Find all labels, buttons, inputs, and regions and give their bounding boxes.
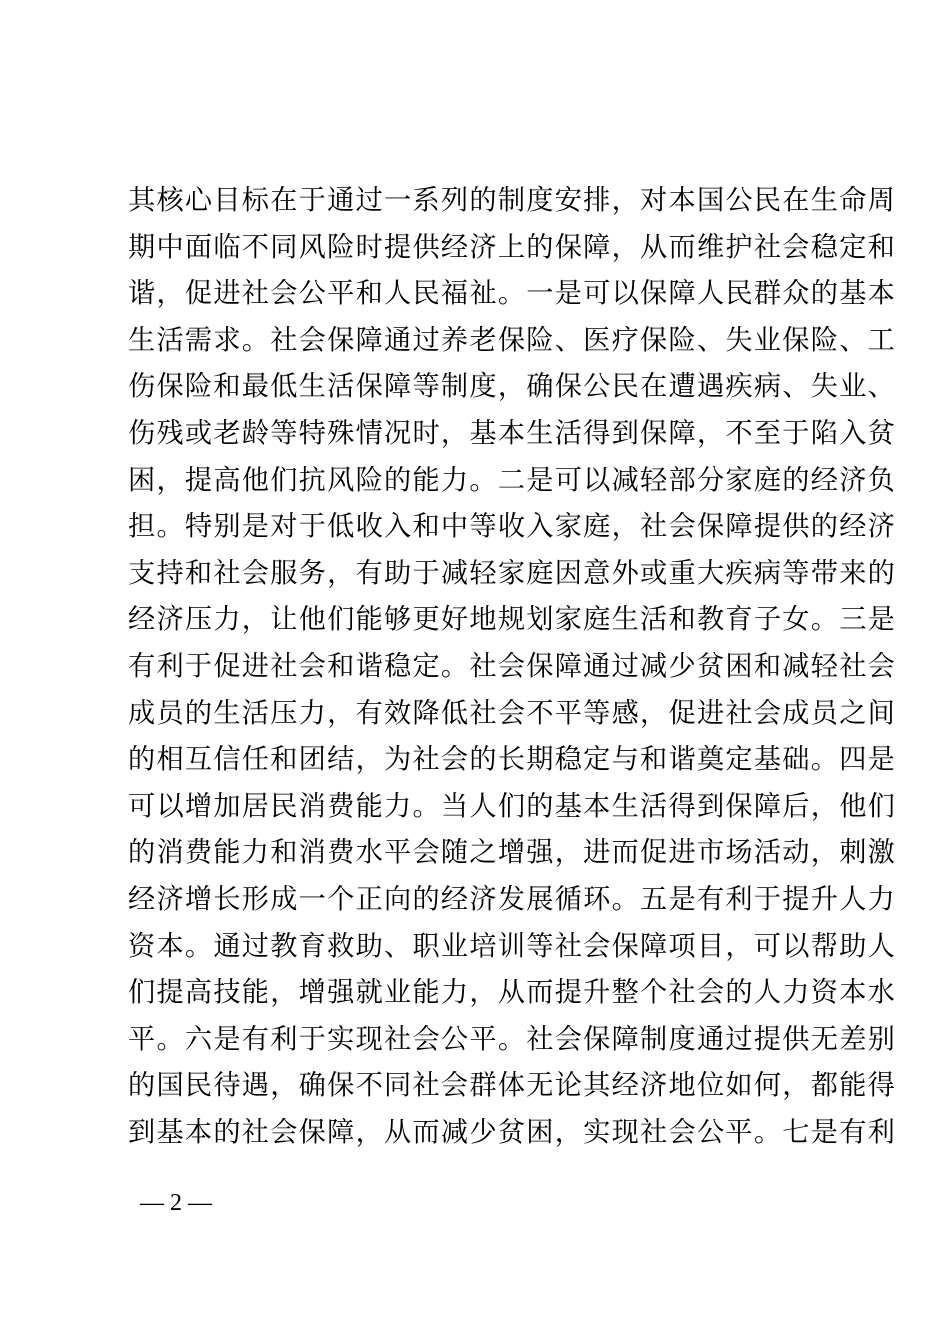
text-line: 的相互信任和团结，为社会的长期稳定与和谐奠定基础。四是: [128, 744, 897, 776]
text-line: 成员的生活压力，有效降低社会不平等感，促进社会成员之间: [128, 697, 897, 729]
text-line: 谐，促进社会公平和人民福祉。一是可以保障人民群众的基本: [128, 278, 897, 310]
text-line: 伤保险和最低生活保障等制度，确保公民在遭遇疾病、失业、: [128, 371, 897, 403]
text-line: 其核心目标在于通过一系列的制度安排，对本国公民在生命周: [128, 185, 897, 216]
text-line: 的消费能力和消费水平会随之增强，进而促进市场活动，刺激: [128, 837, 897, 869]
text-line: 有利于促进社会和谐稳定。社会保障通过减少贫困和减轻社会: [128, 650, 897, 682]
text-line: 的国民待遇，确保不同社会群体无论其经济地位如何，都能得: [128, 1070, 897, 1102]
text-line: 资本。通过教育救助、职业培训等社会保障项目，可以帮助人: [128, 930, 897, 962]
text-line: 可以增加居民消费能力。当人们的基本生活得到保障后，他们: [128, 790, 897, 822]
body-paragraph: [128, 178, 897, 1156]
page-number: — 2 —: [140, 1190, 212, 1216]
text-line: 困，提高他们抗风险的能力。二是可以减轻部分家庭的经济负: [128, 464, 897, 496]
text-line: 经济增长形成一个正向的经济发展循环。五是有利于提升人力: [128, 883, 897, 915]
text-line: 期中面临不同风险时提供经济上的保障，从而维护社会稳定和: [128, 231, 897, 263]
text-line: 担。特别是对于低收入和中等收入家庭，社会保障提供的经济: [128, 511, 897, 543]
text-line: 支持和社会服务，有助于减轻家庭因意外或重大疾病等带来的: [128, 557, 897, 589]
text-line: 经济压力，让他们能够更好地规划家庭生活和教育子女。三是: [128, 604, 897, 636]
text-line: 平。六是有利于实现社会公平。社会保障制度通过提供无差别: [128, 1023, 897, 1055]
text-line: 到基本的社会保障，从而减少贫困，实现社会公平。七是有利: [128, 1116, 897, 1148]
text-line: 们提高技能，增强就业能力，从而提升整个社会的人力资本水: [128, 977, 897, 1009]
text-line: 生活需求。社会保障通过养老保险、医疗保险、失业保险、工: [128, 324, 897, 356]
text-line: 伤残或老龄等特殊情况时，基本生活得到保障，不至于陷入贫: [128, 417, 897, 449]
